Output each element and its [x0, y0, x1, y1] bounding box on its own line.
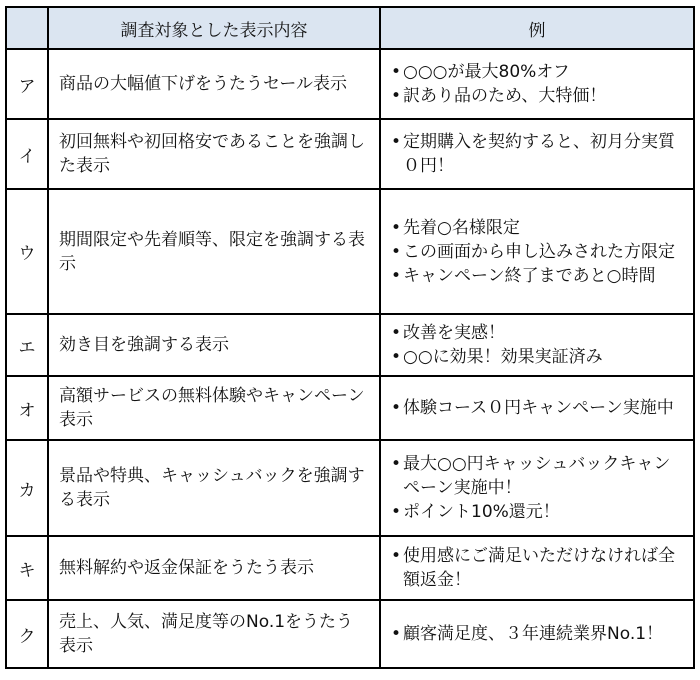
row-content: 効き目を強調する表示: [48, 314, 380, 376]
survey-table: [5, 6, 695, 669]
example-item: • 先着○名様限定: [391, 216, 687, 240]
row-examples: [380, 189, 694, 314]
header-content-cell: 調査対象とした表示内容: [48, 7, 380, 49]
example-item: • 定期購入を契約すると、初月分実質０円！: [391, 130, 687, 178]
survey-table-container: [5, 6, 695, 669]
row-examples: [380, 376, 694, 440]
example-item: • ○○に効果！効果実証済み: [391, 345, 687, 369]
row-mark: ウ: [6, 189, 48, 314]
row-examples: [380, 314, 694, 376]
example-item: • 最大○○円キャッシュバックキャンペーン実施中！: [391, 452, 687, 500]
row-mark: カ: [6, 440, 48, 536]
row-content: 無料解約や返金保証をうたう表示: [48, 536, 380, 600]
table-row: [6, 376, 694, 440]
table-row: [6, 314, 694, 376]
example-item: • ○○○が最大80%オフ: [391, 60, 687, 84]
row-content: 高額サービスの無料体験やキャンペーン表示: [48, 376, 380, 440]
row-mark: ク: [6, 600, 48, 668]
example-item: • ポイント10%還元！: [391, 500, 687, 524]
header-row: [6, 7, 694, 49]
row-mark: イ: [6, 119, 48, 189]
header-mark-cell: [6, 7, 48, 49]
table-row: [6, 600, 694, 668]
example-item: • この画面から申し込みされた方限定: [391, 240, 687, 264]
example-item: • 顧客満足度、３年連続業界No.1！: [391, 622, 687, 646]
row-examples: [380, 49, 694, 119]
row-examples: [380, 600, 694, 668]
table-row: [6, 440, 694, 536]
header-example-cell: 例: [380, 7, 694, 49]
row-examples: [380, 440, 694, 536]
row-content: 期間限定や先着順等、限定を強調する表示: [48, 189, 380, 314]
table-row: [6, 536, 694, 600]
row-content: 売上、人気、満足度等のNo.1をうたう表示: [48, 600, 380, 668]
row-content: 景品や特典、キャッシュバックを強調する表示: [48, 440, 380, 536]
row-examples: [380, 119, 694, 189]
row-content: 初回無料や初回格安であることを強調した表示: [48, 119, 380, 189]
example-item: • キャンペーン終了まであと○時間: [391, 264, 687, 288]
row-mark: キ: [6, 536, 48, 600]
row-examples: [380, 536, 694, 600]
example-item: • 改善を実感！: [391, 321, 687, 345]
table-row: [6, 49, 694, 119]
example-item: • 使用感にご満足いただけなければ全額返金！: [391, 544, 687, 592]
example-item: • 体験コース０円キャンペーン実施中: [391, 396, 687, 420]
example-item: • 訳あり品のため、大特価！: [391, 84, 687, 108]
table-row: [6, 189, 694, 314]
row-mark: エ: [6, 314, 48, 376]
row-content: 商品の大幅値下げをうたうセール表示: [48, 49, 380, 119]
table-row: [6, 119, 694, 189]
row-mark: ア: [6, 49, 48, 119]
row-mark: オ: [6, 376, 48, 440]
